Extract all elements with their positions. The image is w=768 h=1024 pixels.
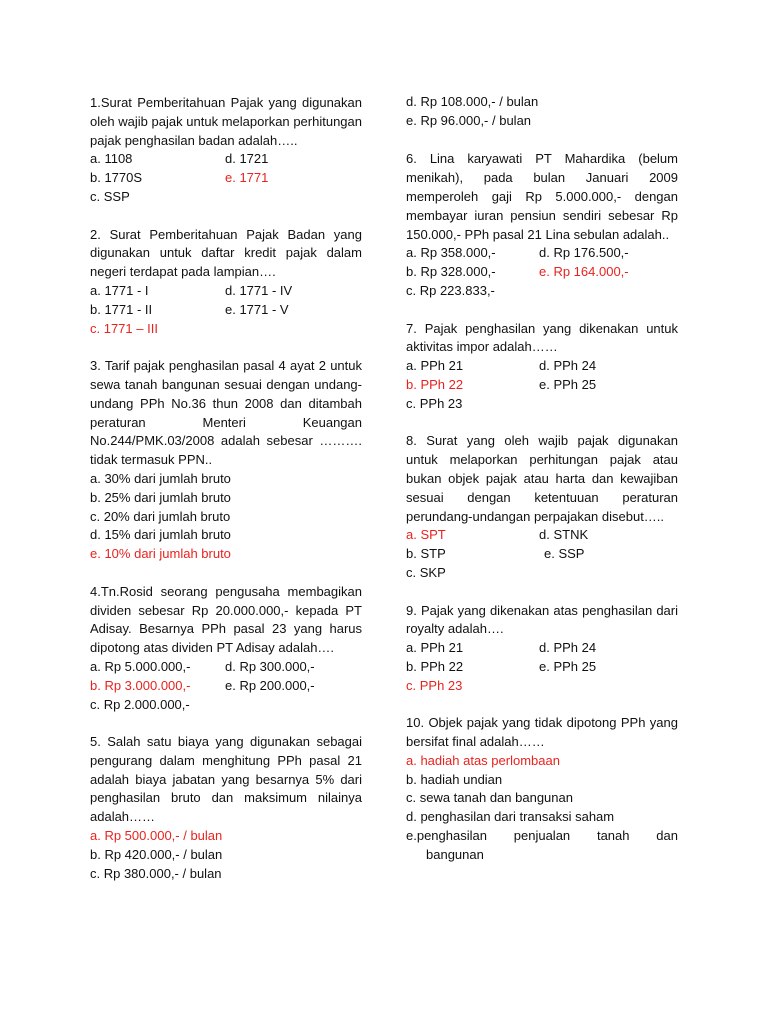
option-e-correct: e. 1771 bbox=[225, 170, 269, 186]
option-b-correct: b. Rp 3.000.000,- bbox=[90, 677, 191, 693]
option-e-word: e.penghasilan bbox=[406, 828, 487, 844]
option-d: d. 15% dari jumlah bruto bbox=[90, 527, 231, 543]
question-5-continued bbox=[406, 94, 678, 132]
option-d: d. STNK bbox=[539, 527, 589, 543]
option-c-correct: c. PPh 23 bbox=[406, 677, 463, 693]
option-c: c. Rp 2.000.000,- bbox=[90, 696, 190, 712]
option-row bbox=[406, 639, 678, 658]
option-row bbox=[90, 169, 362, 188]
option-a: a. 1771 - I bbox=[90, 282, 149, 298]
options bbox=[406, 526, 678, 582]
option-d: d. 1721 bbox=[225, 151, 269, 167]
option-row bbox=[90, 320, 362, 339]
option-row bbox=[90, 188, 362, 207]
question-stem: 6. Lina karyawati PT Mahardika (belum menikah), pada bulan Januari 2009 memperoleh gaji Rp 5.000.000,- dengan membayar iuran pensiun sendiri sebesar Rp 150.000,- PPh pasal 21 Lina sebulan adalah.. bbox=[406, 151, 678, 242]
option-e: e. Rp 96.000,- / bulan bbox=[406, 112, 532, 128]
option-d: d. PPh 24 bbox=[539, 640, 597, 656]
option-c: c. SKP bbox=[406, 564, 446, 580]
option-row bbox=[90, 696, 362, 715]
option-a-correct: a. SPT bbox=[406, 527, 446, 543]
option-a: a. PPh 21 bbox=[406, 640, 464, 656]
option-row bbox=[406, 658, 678, 677]
option-a: a. PPh 21 bbox=[406, 358, 464, 374]
option-row bbox=[406, 244, 678, 263]
question-3 bbox=[90, 357, 362, 564]
question-8 bbox=[406, 432, 678, 582]
option-a: a. 1108 bbox=[90, 151, 133, 167]
option-b-correct: b. PPh 22 bbox=[406, 376, 464, 392]
option-row bbox=[406, 263, 678, 282]
question-stem: 3. Tarif pajak penghasilan pasal 4 ayat 2 untuk sewa tanah bangunan sesuai dengan undang-undang PPh No.36 thun 2008 dan ditambah peraturan Menteri Keuangan No.244/PMK.03/2008 adalah sebesar ………. tidak termasuk PPN.. bbox=[90, 358, 362, 468]
option-row bbox=[406, 357, 678, 376]
options bbox=[90, 827, 362, 883]
option-e bbox=[406, 827, 678, 846]
option-row bbox=[90, 301, 362, 320]
options bbox=[90, 658, 362, 714]
option-row bbox=[406, 282, 678, 301]
option-a: a. Rp 5.000.000,- bbox=[90, 658, 191, 674]
option-c-correct: c. 1771 – III bbox=[90, 320, 158, 336]
option-e-word: penjualan bbox=[513, 828, 571, 844]
question-stem: 9. Pajak yang dikenakan atas penghasilan dari royalty adalah…. bbox=[406, 602, 678, 637]
option-c: c. Rp 223.833,- bbox=[406, 282, 495, 298]
option-row bbox=[90, 150, 362, 169]
question-9 bbox=[406, 602, 678, 696]
question-stem: 1.Surat Pemberitahuan Pajak yang digunakan oleh wajib pajak untuk melaporkan perhitungan pajak penghasilan badan adalah….. bbox=[90, 95, 362, 148]
question-stem: 4.Tn.Rosid seorang pengusaha membagikan dividen sebesar Rp 20.000.000,- kepada PT Adisay. Besarnya PPh pasal 23 yang harus dipotong atas dividen PT Adisay adalah…. bbox=[90, 583, 362, 656]
question-4 bbox=[90, 583, 362, 715]
option-row bbox=[90, 677, 362, 696]
option-c: c. PPh 23 bbox=[406, 395, 463, 411]
question-10 bbox=[406, 714, 678, 864]
option-e-correct: e. 10% dari jumlah bruto bbox=[90, 546, 231, 562]
question-1 bbox=[90, 94, 362, 207]
option-b: b. STP bbox=[406, 546, 446, 562]
question-7 bbox=[406, 320, 678, 414]
option-e: e. 1771 - V bbox=[225, 301, 289, 317]
left-column bbox=[90, 94, 362, 902]
option-e: e. PPh 25 bbox=[539, 376, 597, 392]
question-stem: 5. Salah satu biaya yang digunakan sebagai pengurang dalam menghitung PPh pasal 21 adalah biaya jabatan yang besarnya 5% dari penghasilan bruto dan maksimum nilainya adalah…… bbox=[90, 734, 362, 825]
question-stem: 2. Surat Pemberitahuan Pajak Badan yang digunakan untuk daftar kredit pajak dalam negeri terdapat pada lampian…. bbox=[90, 226, 362, 280]
option-d: d. penghasilan dari transaksi saham bbox=[406, 809, 615, 825]
option-row bbox=[406, 677, 678, 696]
question-stem: 8. Surat yang oleh wajib pajak digunakan untuk melaporkan perhitungan pajak atau bukan objek pajak atau harta dan kewajiban sesuai dengan ketentuuan peraturan perundang-undangan perpajakan disebut….. bbox=[406, 433, 678, 524]
options bbox=[406, 752, 678, 865]
options bbox=[406, 357, 678, 413]
options bbox=[90, 150, 362, 206]
option-b: b. 1771 - II bbox=[90, 301, 153, 317]
option-row bbox=[406, 376, 678, 395]
option-row bbox=[406, 564, 678, 583]
option-e: e. PPh 25 bbox=[539, 658, 597, 674]
question-stem: 7. Pajak penghasilan yang dikenakan untuk aktivitas impor adalah…… bbox=[406, 320, 678, 355]
option-a-correct: a. Rp 500.000,- / bulan bbox=[90, 828, 223, 844]
options bbox=[406, 244, 678, 300]
option-c: c. sewa tanah dan bangunan bbox=[406, 790, 573, 806]
option-e-word: dan bbox=[656, 828, 678, 844]
question-stem: 10. Objek pajak yang tidak dipotong PPh yang bersifat final adalah…… bbox=[406, 715, 678, 750]
option-row bbox=[90, 282, 362, 301]
options bbox=[90, 282, 362, 338]
question-2 bbox=[90, 226, 362, 339]
option-c: c. Rp 380.000,- / bulan bbox=[90, 865, 222, 881]
option-b: b. Rp 420.000,- / bulan bbox=[90, 846, 223, 862]
option-row bbox=[406, 395, 678, 414]
option-b: b. PPh 22 bbox=[406, 658, 464, 674]
option-d: d. Rp 108.000,- / bulan bbox=[406, 94, 539, 109]
option-row bbox=[90, 658, 362, 677]
option-d: d. Rp 176.500,- bbox=[539, 245, 629, 261]
option-a: a. 30% dari jumlah bruto bbox=[90, 470, 231, 486]
option-e: e. Rp 200.000,- bbox=[225, 677, 315, 693]
right-column bbox=[406, 94, 678, 883]
option-row bbox=[406, 545, 678, 564]
option-e: e. SSP bbox=[544, 546, 585, 562]
option-a-correct: a. hadiah atas perlombaan bbox=[406, 752, 560, 768]
question-5 bbox=[90, 733, 362, 883]
option-b: b. 25% dari jumlah bruto bbox=[90, 489, 231, 505]
option-e-correct: e. Rp 164.000,- bbox=[539, 264, 629, 280]
option-e-word: tanah bbox=[596, 828, 630, 844]
option-d: d. 1771 - IV bbox=[225, 282, 293, 298]
option-d: d. Rp 300.000,- bbox=[225, 658, 315, 674]
option-b: b. Rp 328.000,- bbox=[406, 264, 496, 280]
option-e-continuation: bangunan bbox=[426, 846, 484, 862]
option-c: c. 20% dari jumlah bruto bbox=[90, 508, 231, 524]
option-b: b. hadiah undian bbox=[406, 771, 503, 787]
options bbox=[406, 639, 678, 695]
option-d: d. PPh 24 bbox=[539, 358, 597, 374]
option-a: a. Rp 358.000,- bbox=[406, 245, 496, 261]
question-6 bbox=[406, 150, 678, 300]
option-c: c. SSP bbox=[90, 188, 130, 204]
option-b: b. 1770S bbox=[90, 170, 143, 186]
options bbox=[90, 470, 362, 564]
option-row bbox=[406, 526, 678, 545]
